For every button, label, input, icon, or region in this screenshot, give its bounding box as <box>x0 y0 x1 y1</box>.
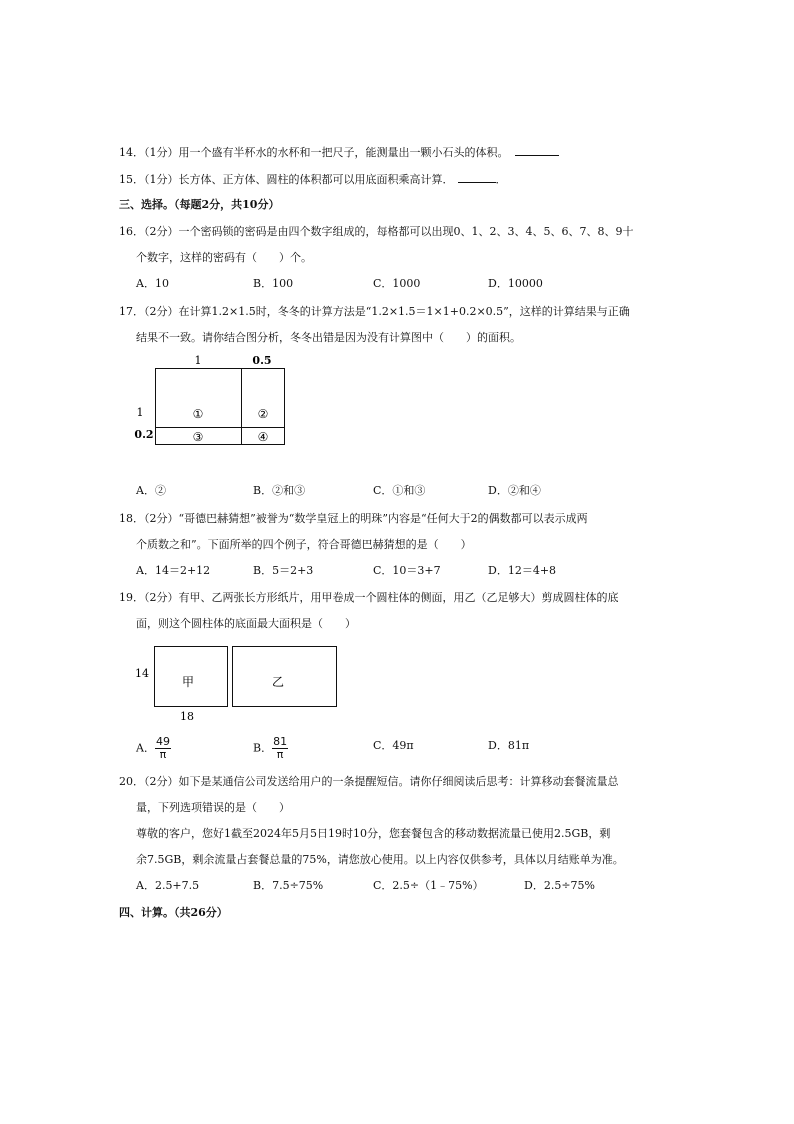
option-c[interactable]: C．①和③ <box>373 484 426 497</box>
question-16-line-2: 个数字，这样的密码有（ ）个。 <box>136 251 312 264</box>
option-c[interactable]: C．1000 <box>373 277 421 290</box>
question-15-end: ． <box>495 173 507 186</box>
option-a[interactable]: A．2.5+7.5 <box>136 879 200 892</box>
width-label: 18 <box>180 710 194 723</box>
region-2-label: ② <box>257 407 269 421</box>
option-a-numerator: 49 <box>155 735 170 748</box>
option-b-denominator: π <box>276 748 284 761</box>
question-15-text: 15．（1分）长方体、正方体、圆柱的体积都可以用底面积乘高计算． <box>119 173 454 186</box>
option-b-prefix: B． <box>253 741 273 755</box>
option-a[interactable]: A．10 <box>136 277 169 290</box>
option-a-fraction <box>155 736 171 761</box>
paper-diagram <box>130 642 345 727</box>
height-label: 14 <box>135 667 149 680</box>
option-b-numerator: 81 <box>273 735 288 748</box>
question-20-line-1: 20．（2分）如下是某通信公司发送给用户的一条提醒短信。请你仔细阅读后思考：计算移动套餐流量总 <box>119 775 619 788</box>
option-c[interactable]: C．49π <box>373 739 414 752</box>
option-a-denominator: π <box>159 748 167 761</box>
question-17-line-1: 17．（2分）在计算1.2×1.5时，冬冬的计算方法是“1.2×1.5＝1×1+0.2×0.5”，这样的计算结果与正确 <box>119 305 630 318</box>
option-b-fraction <box>272 736 288 761</box>
option-b[interactable]: B．7.5÷75% <box>253 879 324 892</box>
region-1-label: ① <box>192 407 204 421</box>
option-b[interactable]: B．5＝2+3 <box>253 564 314 577</box>
question-14-text: 14．（1分）用一个盛有半杯水的水杯和一把尺子，能测量出一颗小石头的体积。 <box>119 146 509 159</box>
option-a-prefix: A． <box>136 741 155 755</box>
option-c[interactable]: C．2.5÷（1﹣75%） <box>373 879 484 892</box>
option-d[interactable]: D．②和④ <box>488 484 541 497</box>
option-d[interactable]: D．2.5÷75% <box>524 879 595 892</box>
top-label-1: 1 <box>194 354 202 367</box>
left-label-1: 1 <box>136 406 144 419</box>
option-a[interactable]: A．② <box>136 484 166 497</box>
sms-line-1: 尊敬的客户，您好1截至2024年5月5日19时10分，您套餐包含的移动数据流量已使用2.5GB，剩 <box>136 827 611 840</box>
option-b[interactable]: B．②和③ <box>253 484 306 497</box>
question-20-line-2: 量，下列选项错误的是（ ） <box>136 801 290 814</box>
question-19-line-1: 19．（2分）有甲、乙两张长方形纸片，用甲卷成一个圆柱体的侧面，用乙（乙足够大）剪成圆柱体的底 <box>119 591 619 604</box>
region-3-label: ③ <box>192 430 204 444</box>
region-4-label: ④ <box>257 430 269 444</box>
option-a[interactable] <box>136 736 171 761</box>
question-18-line-1: 18．（2分）“哥德巴赫猜想”被誉为“数学皇冠上的明珠”内容是“任何大于2的偶数都可以表示成两 <box>119 512 588 525</box>
question-15 <box>119 172 507 187</box>
question-19-line-2: 面，则这个圆柱体的底面最大面积是（ ） <box>136 617 356 630</box>
left-label-2: 0.2 <box>134 428 154 441</box>
sms-line-2: 余7.5GB，剩余流量占套餐总量的75%，请您放心使用。以上内容仅供参考，具体以月结账单为准。 <box>136 853 624 866</box>
question-18-line-2: 个质数之和”。下面所举的四个例子，符合哥德巴赫猜想的是（ ） <box>136 538 472 551</box>
option-a[interactable]: A．14＝2+12 <box>136 564 211 577</box>
question-17-line-2: 结果不一致。请你结合图分析，冬冬出错是因为没有计算图中（ ）的面积。 <box>136 331 521 344</box>
option-c[interactable]: C．10＝3+7 <box>373 564 441 577</box>
label-jia: 甲 <box>181 675 195 689</box>
option-d[interactable]: D．12＝4+8 <box>488 564 557 577</box>
question-14 <box>119 145 559 160</box>
top-label-2: 0.5 <box>252 354 272 367</box>
area-diagram <box>130 350 300 450</box>
answer-blank-14[interactable] <box>515 145 559 156</box>
option-b[interactable] <box>253 736 288 761</box>
section-4-title: 四、计算。（共26分） <box>119 906 228 919</box>
paper-yi <box>233 647 337 707</box>
label-yi: 乙 <box>271 675 285 689</box>
section-3-title: 三、选择。（每题2分，共10分） <box>119 198 280 211</box>
option-d[interactable]: D．10000 <box>488 277 543 290</box>
option-b[interactable]: B．100 <box>253 277 294 290</box>
question-16-line-1: 16．（2分）一个密码锁的密码是由四个数字组成的，每格都可以出现0、1、2、3、4、5、6、7、8、9十 <box>119 225 634 238</box>
option-d[interactable]: D．81π <box>488 739 530 752</box>
answer-blank-15[interactable] <box>458 172 496 183</box>
